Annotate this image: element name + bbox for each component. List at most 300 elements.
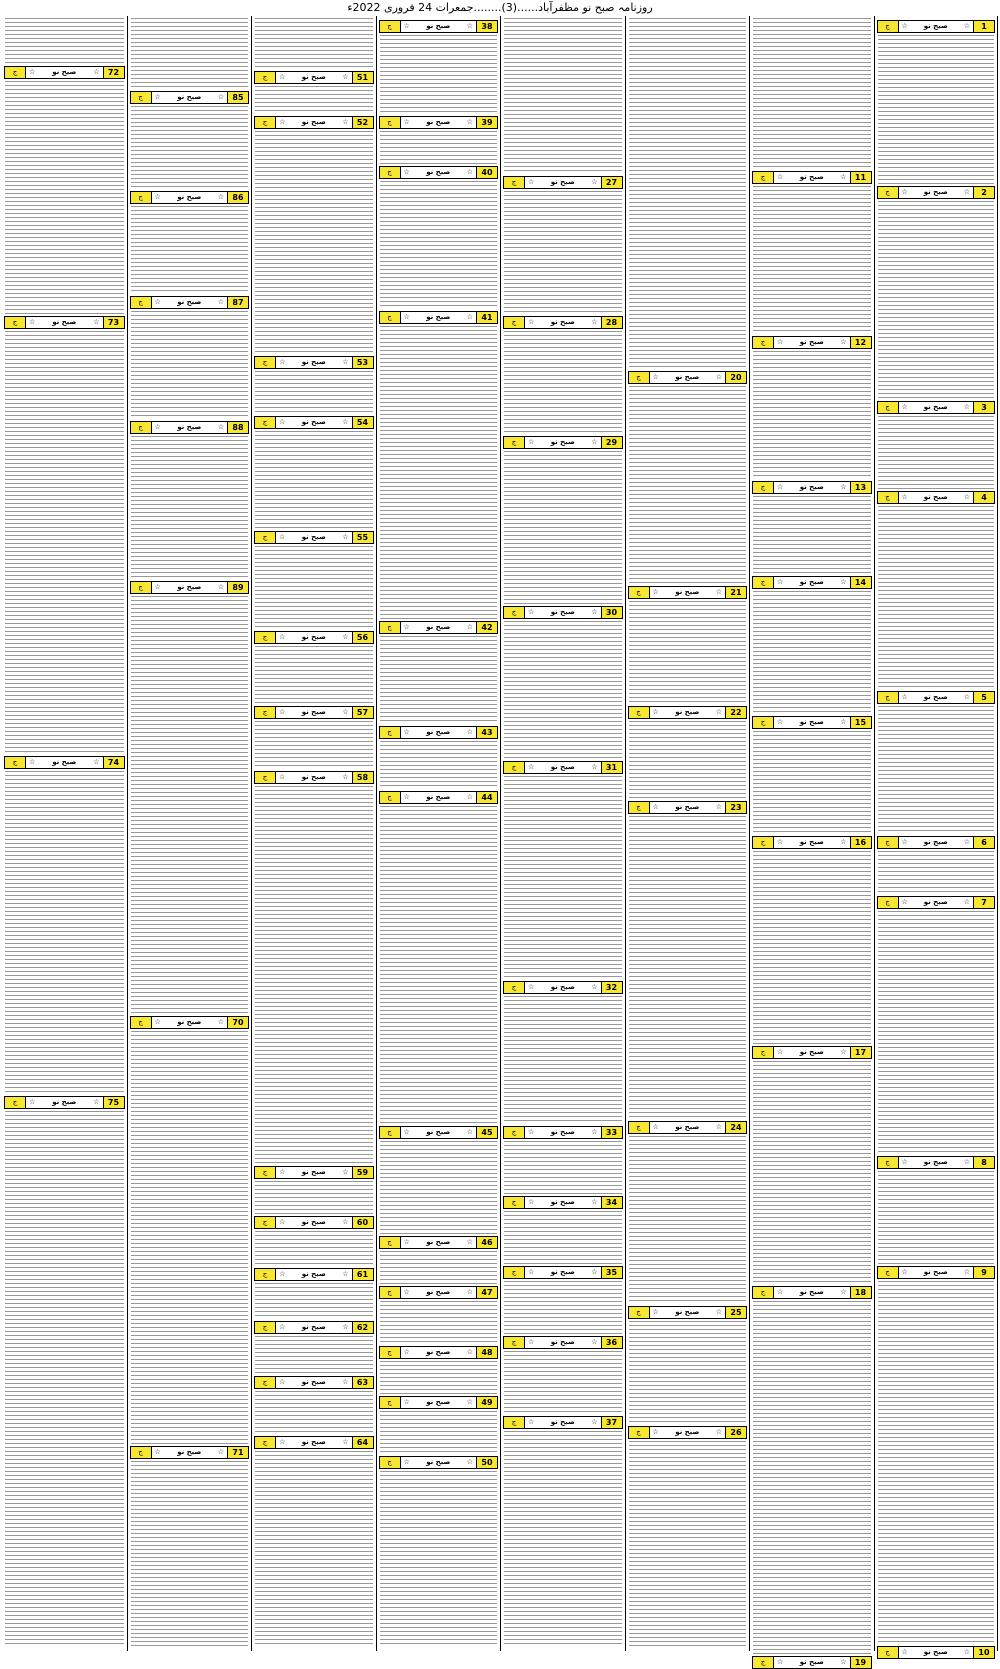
star-icon: ☆ (217, 298, 224, 306)
star-icon: ☆ (279, 533, 286, 541)
section-mark: ج (504, 177, 525, 188)
news-text-block (753, 591, 871, 714)
item-number: 37 (601, 1417, 622, 1428)
item-number: 60 (352, 1217, 373, 1228)
star-icon: ☆ (715, 588, 722, 596)
section-mark: ج (255, 72, 276, 83)
item-number: 36 (601, 1337, 622, 1348)
star-icon: ☆ (591, 178, 598, 186)
section-title: صبح نو (799, 1658, 824, 1666)
item-number: 42 (476, 622, 497, 633)
section-title: صبح نو (550, 608, 575, 616)
item-number: 2 (973, 187, 994, 198)
section-mark: ج (255, 117, 276, 128)
section-title: صبح نو (675, 708, 700, 716)
section-title: صبح نو (550, 1418, 575, 1426)
star-icon: ☆ (466, 22, 473, 30)
star-icon: ☆ (154, 193, 161, 201)
star-icon: ☆ (901, 403, 908, 411)
star-icon: ☆ (279, 1323, 286, 1331)
section-title: صبح نو (301, 1378, 326, 1386)
section-mark: ج (878, 1157, 899, 1168)
item-number: 75 (103, 1097, 124, 1108)
news-text-block (380, 1471, 498, 1647)
news-item-header (254, 1376, 374, 1389)
section-title: صبح نو (426, 1458, 451, 1466)
section-mark: ج (753, 1047, 774, 1058)
news-text-block (131, 1461, 249, 1647)
news-text-block (131, 1031, 249, 1444)
star-icon: ☆ (777, 1658, 784, 1666)
news-text-block (255, 1451, 373, 1647)
star-icon: ☆ (29, 1098, 36, 1106)
section-title: صبح نو (301, 418, 326, 426)
news-text-block (878, 201, 995, 399)
section-mark: ج (629, 1427, 650, 1438)
news-item-header (877, 186, 996, 199)
section-mark: ج (255, 1167, 276, 1178)
star-icon: ☆ (466, 1348, 473, 1356)
column-7 (127, 16, 252, 1651)
masthead-dateline: روزنامہ صبح نو مظفرآباد......(3)........جمعرات 24 فروری 2022ء (347, 1, 653, 14)
item-number: 34 (601, 1197, 622, 1208)
star-icon: ☆ (342, 1218, 349, 1226)
section-mark: ج (380, 167, 401, 178)
star-icon: ☆ (591, 1198, 598, 1206)
item-number: 6 (973, 837, 994, 848)
section-mark: ج (380, 1237, 401, 1248)
star-icon: ☆ (840, 1048, 847, 1056)
star-icon: ☆ (217, 93, 224, 101)
item-number: 53 (352, 357, 373, 368)
news-item-header (379, 116, 499, 129)
section-mark: ج (380, 1127, 401, 1138)
news-text-block (629, 816, 747, 1119)
news-text-block (629, 386, 747, 584)
news-item-header (254, 1166, 374, 1179)
news-item-header (752, 836, 872, 849)
section-title: صبح نو (301, 633, 326, 641)
star-icon: ☆ (342, 1438, 349, 1446)
star-icon: ☆ (403, 728, 410, 736)
section-title: صبح نو (675, 1123, 700, 1131)
news-item-header (503, 981, 623, 994)
news-item-header (877, 1646, 996, 1659)
section-title: صبح نو (923, 1158, 948, 1166)
item-number: 86 (227, 192, 248, 203)
item-number: 19 (850, 1657, 871, 1668)
news-item-header (254, 771, 374, 784)
star-icon: ☆ (840, 1658, 847, 1666)
star-icon: ☆ (840, 838, 847, 846)
news-item-header (379, 166, 499, 179)
section-title: صبح نو (177, 1448, 202, 1456)
star-icon: ☆ (466, 168, 473, 176)
section-title: صبح نو (301, 358, 326, 366)
item-number: 35 (601, 1267, 622, 1278)
section-title: صبح نو (550, 438, 575, 446)
item-number: 73 (103, 317, 124, 328)
news-text-block (255, 646, 373, 704)
section-title: صبح نو (923, 493, 948, 501)
news-text-block (878, 35, 995, 184)
section-title: صبح نو (301, 773, 326, 781)
star-icon: ☆ (652, 803, 659, 811)
section-mark: ج (380, 622, 401, 633)
item-number: 57 (352, 707, 373, 718)
section-title: صبح نو (52, 1098, 77, 1106)
news-text-block (380, 181, 498, 309)
star-icon: ☆ (93, 318, 100, 326)
section-mark: ج (380, 21, 401, 32)
star-icon: ☆ (591, 983, 598, 991)
news-item-header (877, 491, 996, 504)
star-icon: ☆ (777, 578, 784, 586)
item-number: 46 (476, 1237, 497, 1248)
star-icon: ☆ (528, 1268, 535, 1276)
star-icon: ☆ (279, 1270, 286, 1278)
star-icon: ☆ (279, 773, 286, 781)
star-icon: ☆ (901, 493, 908, 501)
news-text-block (753, 851, 871, 1044)
news-text-block (504, 191, 622, 314)
news-text-block (380, 131, 498, 164)
star-icon: ☆ (591, 318, 598, 326)
item-number: 71 (227, 1447, 248, 1458)
section-mark: ج (255, 707, 276, 718)
item-number: 40 (476, 167, 497, 178)
news-item-header (379, 1456, 499, 1469)
item-number: 24 (725, 1122, 746, 1133)
star-icon: ☆ (715, 1123, 722, 1131)
section-mark: ج (753, 172, 774, 183)
section-title: صبح نو (301, 1168, 326, 1176)
news-text-block (255, 371, 373, 414)
section-mark: ج (878, 1267, 899, 1278)
news-item-header (254, 416, 374, 429)
news-text-block (255, 131, 373, 354)
news-item-header (379, 20, 499, 33)
section-title: صبح نو (426, 1238, 451, 1246)
item-number: 23 (725, 802, 746, 813)
section-title: صبح نو (426, 22, 451, 30)
news-text-block (504, 451, 622, 604)
section-title: صبح نو (426, 1348, 451, 1356)
news-text-block (753, 351, 871, 479)
star-icon: ☆ (342, 708, 349, 716)
section-mark: ج (629, 802, 650, 813)
item-number: 50 (476, 1457, 497, 1468)
star-icon: ☆ (466, 1458, 473, 1466)
item-number: 31 (601, 762, 622, 773)
news-item-header (379, 1286, 499, 1299)
section-title: صبح نو (426, 168, 451, 176)
item-number: 14 (850, 577, 871, 588)
item-number: 5 (973, 692, 994, 703)
news-text-block (878, 506, 995, 689)
section-title: صبح نو (799, 838, 824, 846)
star-icon: ☆ (901, 1158, 908, 1166)
news-text-block (504, 1281, 622, 1334)
item-number: 89 (227, 582, 248, 593)
section-title: صبح نو (550, 1338, 575, 1346)
news-text-block (878, 1171, 995, 1264)
news-item-header (503, 436, 623, 449)
news-item-header (628, 1426, 748, 1439)
section-mark: ج (878, 21, 899, 32)
section-mark: ج (629, 587, 650, 598)
star-icon: ☆ (217, 193, 224, 201)
star-icon: ☆ (217, 423, 224, 431)
section-mark: ج (380, 792, 401, 803)
section-mark: ج (753, 837, 774, 848)
news-item-header (752, 576, 872, 589)
news-item-header (254, 1268, 374, 1281)
star-icon: ☆ (528, 1338, 535, 1346)
item-number: 20 (725, 372, 746, 383)
news-item-header (379, 1396, 499, 1409)
section-mark: ج (878, 837, 899, 848)
news-item-header (254, 1436, 374, 1449)
star-icon: ☆ (715, 373, 722, 381)
news-text-block (753, 18, 871, 169)
news-text-block (629, 1321, 747, 1424)
item-number: 22 (725, 707, 746, 718)
section-mark: ج (504, 1197, 525, 1208)
section-title: صبح نو (301, 1218, 326, 1226)
news-text-block (504, 621, 622, 759)
section-mark: ج (131, 1017, 152, 1028)
star-icon: ☆ (217, 583, 224, 591)
news-item-header (877, 401, 996, 414)
star-icon: ☆ (777, 338, 784, 346)
news-item-header (503, 316, 623, 329)
section-title: صبح نو (923, 838, 948, 846)
news-text-block (131, 436, 249, 579)
section-mark: ج (629, 372, 650, 383)
news-text-block (255, 86, 373, 114)
news-text-block (380, 1251, 498, 1284)
news-item-header (130, 581, 250, 594)
column-2 (749, 16, 874, 1667)
section-title: صبح نو (923, 1268, 948, 1276)
item-number: 87 (227, 297, 248, 308)
star-icon: ☆ (963, 838, 970, 846)
section-mark: ج (380, 1287, 401, 1298)
news-item-header (130, 296, 250, 309)
news-text-block (5, 771, 124, 1094)
news-text-block (255, 721, 373, 769)
star-icon: ☆ (528, 438, 535, 446)
section-title: صبح نو (799, 1048, 824, 1056)
section-title: صبح نو (550, 178, 575, 186)
news-item-header (130, 1446, 250, 1459)
item-number: 30 (601, 607, 622, 618)
star-icon: ☆ (963, 1648, 970, 1656)
section-title: صبح نو (301, 1270, 326, 1278)
section-title: صبح نو (301, 708, 326, 716)
star-icon: ☆ (279, 633, 286, 641)
item-number: 51 (352, 72, 373, 83)
section-mark: ج (753, 482, 774, 493)
star-icon: ☆ (777, 1048, 784, 1056)
item-number: 62 (352, 1322, 373, 1333)
news-item-header (254, 356, 374, 369)
item-number: 39 (476, 117, 497, 128)
star-icon: ☆ (777, 838, 784, 846)
star-icon: ☆ (528, 1128, 535, 1136)
news-text-block (380, 1411, 498, 1454)
star-icon: ☆ (342, 533, 349, 541)
news-item-header (752, 716, 872, 729)
section-mark: ج (753, 1287, 774, 1298)
item-number: 11 (850, 172, 871, 183)
item-number: 1 (973, 21, 994, 32)
star-icon: ☆ (466, 623, 473, 631)
news-item-header (254, 116, 374, 129)
news-text-block (255, 546, 373, 629)
news-text-block (878, 911, 995, 1154)
star-icon: ☆ (279, 358, 286, 366)
column-1 (874, 16, 999, 1657)
section-title: صبح نو (426, 118, 451, 126)
news-text-block (629, 721, 747, 799)
item-number: 3 (973, 402, 994, 413)
section-title: صبح نو (799, 718, 824, 726)
section-mark: ج (255, 1322, 276, 1333)
star-icon: ☆ (342, 358, 349, 366)
star-icon: ☆ (154, 298, 161, 306)
item-number: 17 (850, 1047, 871, 1058)
star-icon: ☆ (591, 1268, 598, 1276)
star-icon: ☆ (715, 708, 722, 716)
star-icon: ☆ (963, 693, 970, 701)
star-icon: ☆ (715, 1308, 722, 1316)
item-number: 8 (973, 1157, 994, 1168)
news-item-header (752, 1656, 872, 1669)
star-icon: ☆ (840, 718, 847, 726)
section-mark: ج (255, 1377, 276, 1388)
news-item-header (877, 836, 996, 849)
star-icon: ☆ (840, 578, 847, 586)
section-mark: ج (504, 1337, 525, 1348)
star-icon: ☆ (652, 1123, 659, 1131)
section-mark: ج (5, 1097, 26, 1108)
item-number: 52 (352, 117, 373, 128)
news-text-block (380, 806, 498, 1124)
item-number: 12 (850, 337, 871, 348)
star-icon: ☆ (93, 758, 100, 766)
section-title: صبح نو (550, 1268, 575, 1276)
star-icon: ☆ (840, 173, 847, 181)
section-title: صبح نو (550, 318, 575, 326)
star-icon: ☆ (217, 1018, 224, 1026)
news-text-block (753, 496, 871, 574)
section-mark: ج (5, 317, 26, 328)
section-mark: ج (753, 577, 774, 588)
section-title: صبح نو (923, 693, 948, 701)
star-icon: ☆ (279, 708, 286, 716)
section-title: صبح نو (426, 313, 451, 321)
news-item-header (4, 66, 125, 79)
item-number: 58 (352, 772, 373, 783)
section-mark: ج (629, 707, 650, 718)
news-text-block (504, 1211, 622, 1264)
item-number: 45 (476, 1127, 497, 1138)
section-title: صبح نو (550, 983, 575, 991)
section-title: صبح نو (177, 93, 202, 101)
news-text-block (380, 1301, 498, 1344)
news-text-block (255, 1181, 373, 1214)
news-text-block (380, 326, 498, 619)
star-icon: ☆ (652, 588, 659, 596)
item-number: 56 (352, 632, 373, 643)
news-text-block (5, 18, 124, 64)
section-mark: ج (753, 717, 774, 728)
item-number: 88 (227, 422, 248, 433)
section-title: صبح نو (675, 803, 700, 811)
section-title: صبح نو (799, 483, 824, 491)
star-icon: ☆ (963, 493, 970, 501)
star-icon: ☆ (466, 1238, 473, 1246)
news-text-block (878, 416, 995, 489)
section-mark: ج (255, 357, 276, 368)
news-item-header (130, 191, 250, 204)
news-item-header (877, 691, 996, 704)
section-mark: ج (380, 117, 401, 128)
star-icon: ☆ (154, 93, 161, 101)
section-title: صبح نو (550, 763, 575, 771)
section-mark: ج (131, 1447, 152, 1458)
star-icon: ☆ (528, 1418, 535, 1426)
star-icon: ☆ (528, 318, 535, 326)
news-text-block (131, 311, 249, 419)
news-text-block (380, 636, 498, 724)
section-mark: ج (255, 1437, 276, 1448)
news-text-block (131, 596, 249, 1014)
news-item-header (503, 1416, 623, 1429)
star-icon: ☆ (403, 1128, 410, 1136)
news-text-block (255, 18, 373, 69)
section-title: صبح نو (923, 403, 948, 411)
star-icon: ☆ (901, 1268, 908, 1276)
star-icon: ☆ (342, 1270, 349, 1278)
star-icon: ☆ (29, 68, 36, 76)
news-item-header (130, 91, 250, 104)
star-icon: ☆ (591, 763, 598, 771)
item-number: 28 (601, 317, 622, 328)
star-icon: ☆ (342, 1168, 349, 1176)
item-number: 72 (103, 67, 124, 78)
news-text-block (504, 1351, 622, 1414)
section-mark: ج (504, 762, 525, 773)
star-icon: ☆ (342, 1323, 349, 1331)
section-mark: ج (878, 187, 899, 198)
section-mark: ج (878, 492, 899, 503)
news-item-header (503, 1196, 623, 1209)
section-mark: ج (878, 402, 899, 413)
item-number: 44 (476, 792, 497, 803)
star-icon: ☆ (279, 1168, 286, 1176)
item-number: 74 (103, 757, 124, 768)
star-icon: ☆ (342, 773, 349, 781)
section-title: صبح نو (426, 1288, 451, 1296)
star-icon: ☆ (29, 318, 36, 326)
star-icon: ☆ (342, 73, 349, 81)
section-mark: ج (504, 1267, 525, 1278)
star-icon: ☆ (901, 898, 908, 906)
news-item-header (379, 621, 499, 634)
